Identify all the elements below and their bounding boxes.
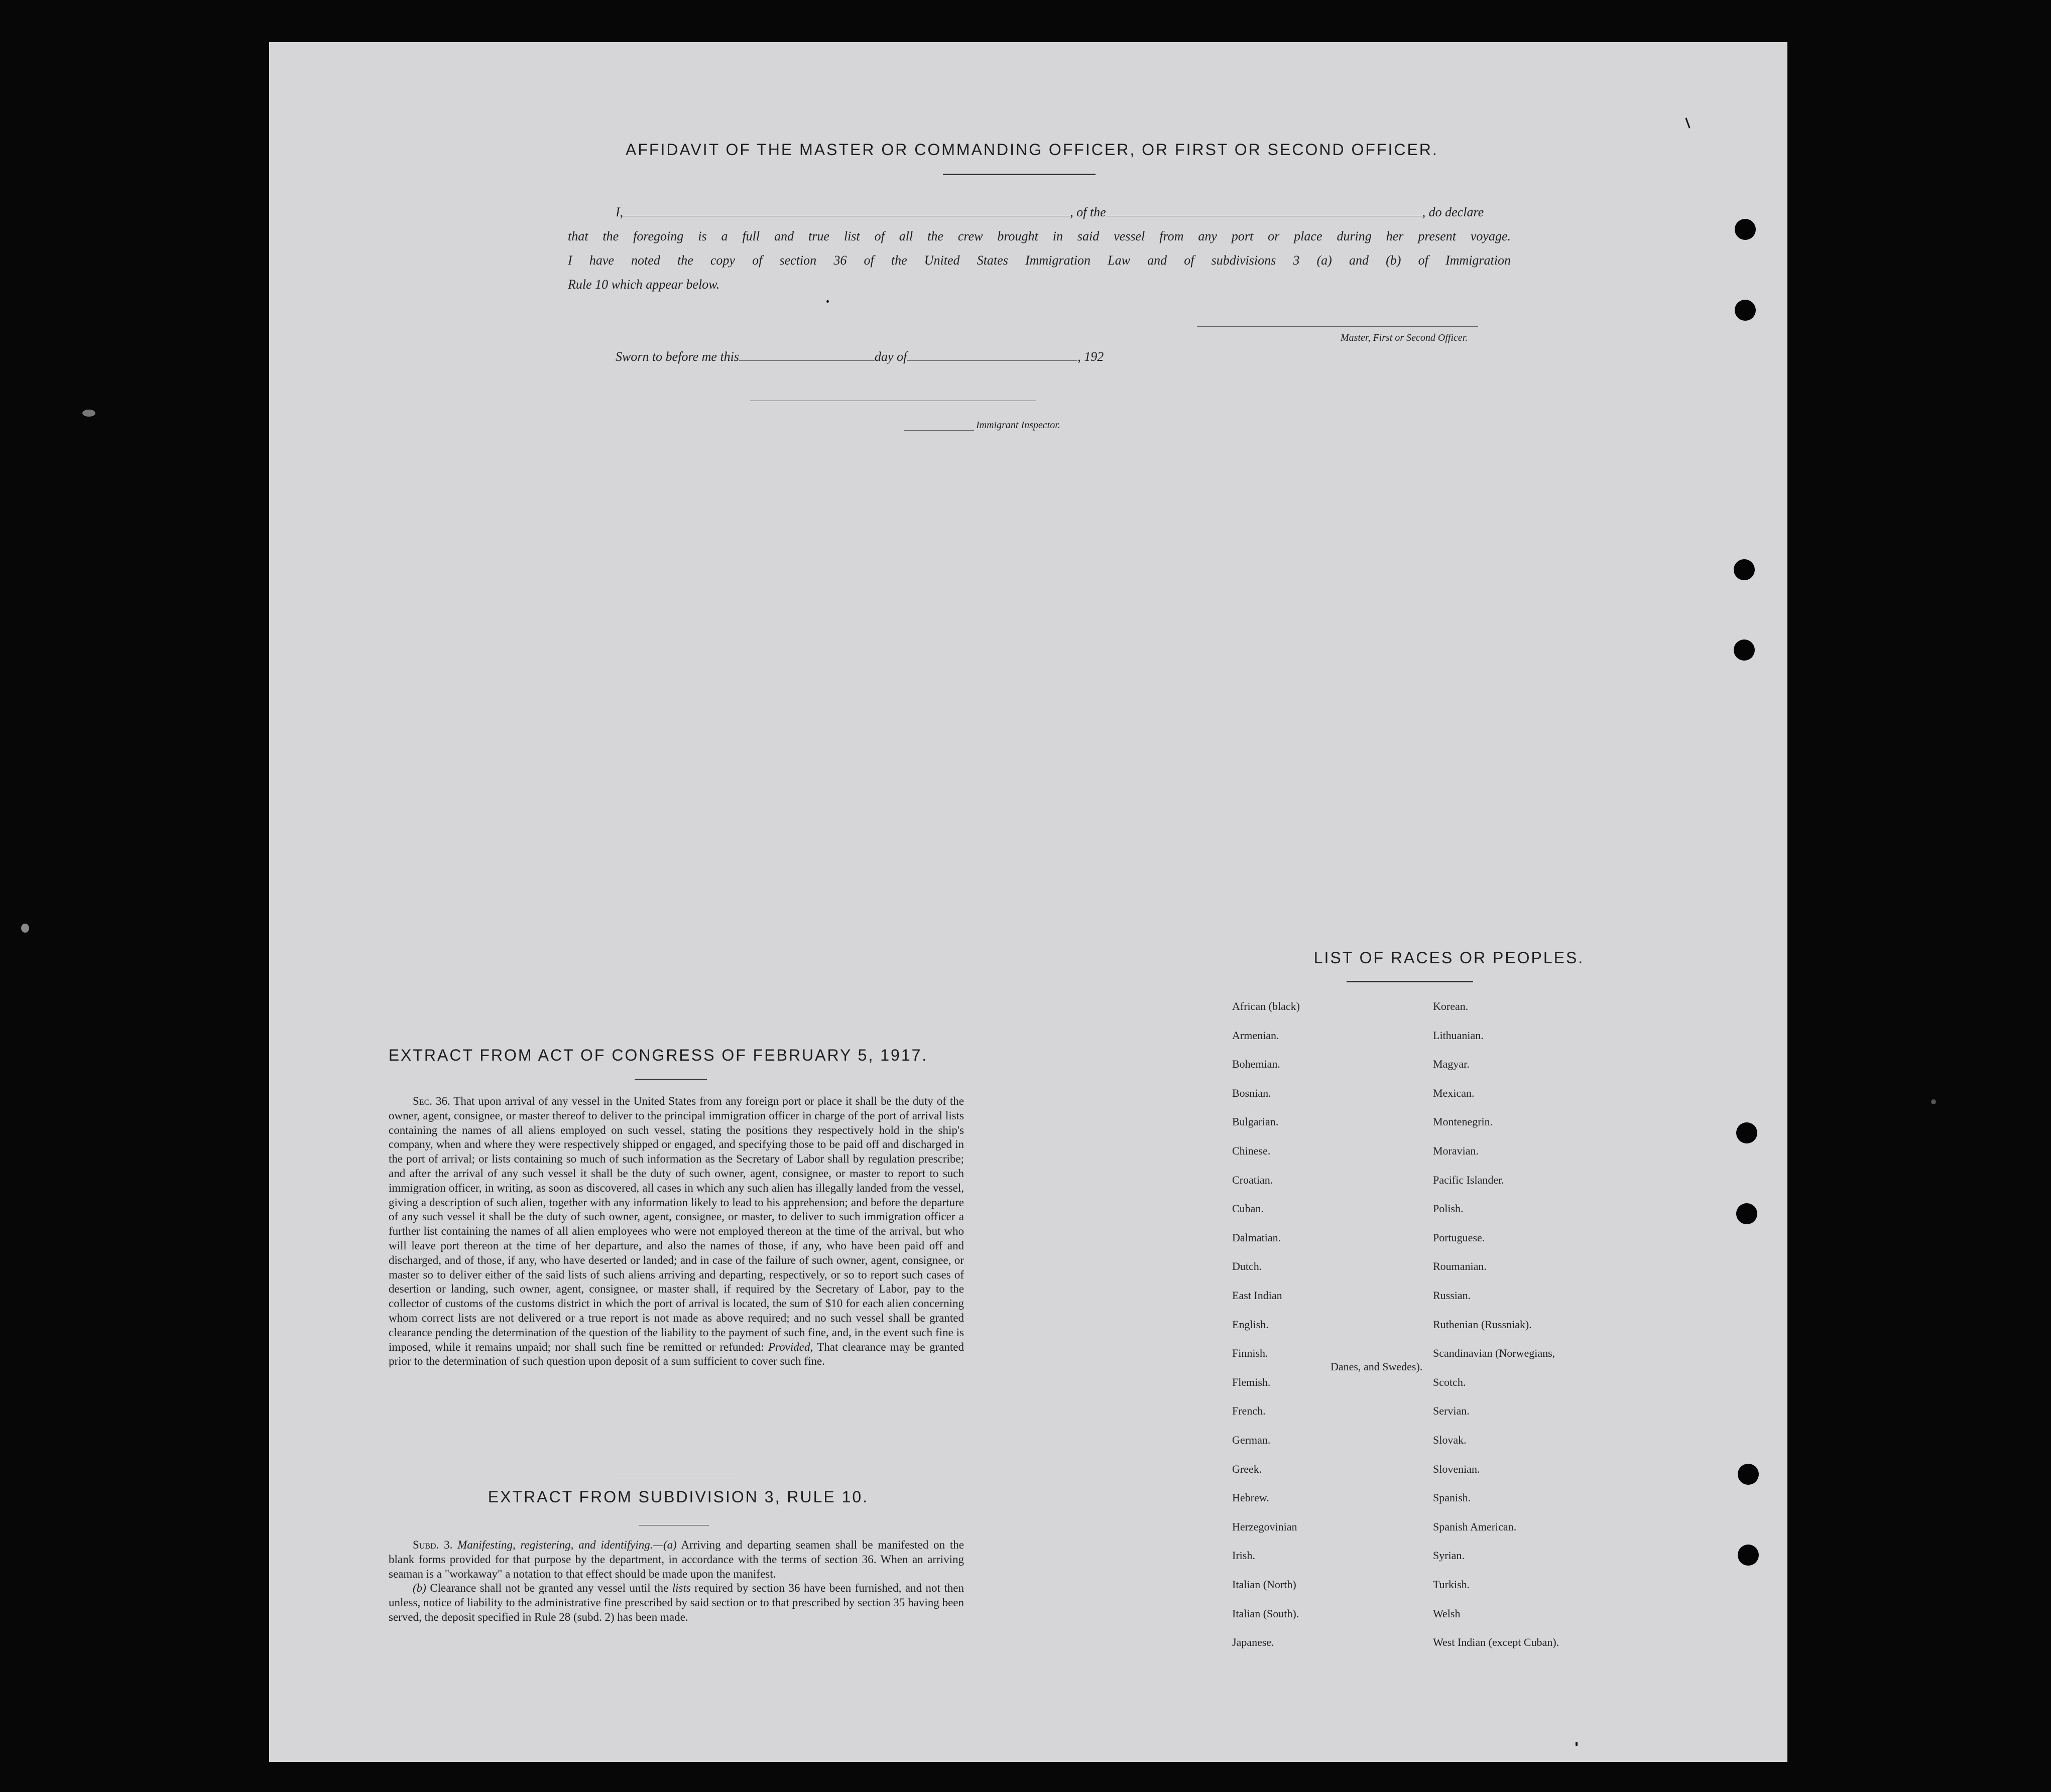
race-item: East Indian	[1232, 1289, 1282, 1302]
affidavit-title-rule	[943, 174, 1096, 175]
sworn-line	[616, 349, 1104, 364]
race-item: Irish.	[1232, 1549, 1255, 1562]
race-item: Cuban.	[1232, 1202, 1264, 1215]
binder-hole	[1734, 639, 1755, 661]
race-item: Slovenian.	[1433, 1462, 1480, 1475]
para-b-marker: (b)	[413, 1582, 426, 1595]
proviso-text: That clearance may be granted prior to the determination of such question upon deposit of a sum sufficient to cover such fine.	[389, 1340, 964, 1368]
para-b-text-1: Clearance shall not be granted any vessel until the	[430, 1582, 669, 1595]
race-item: German.	[1232, 1434, 1271, 1446]
para-a-text: Arriving and departing seamen shall be manifested on the blank forms provided for that purpose by the department, in accordance with the terms of section 36. When an arriving seaman is a "workaway" a notation to that effect should be made upon the manifest.	[389, 1539, 964, 1580]
paper-mark	[1685, 117, 1690, 129]
binder-hole	[1736, 1203, 1757, 1224]
signature-line[interactable]	[1197, 326, 1478, 327]
race-item: Greek.	[1232, 1462, 1262, 1475]
signature-label: Master, First or Second Officer.	[1341, 332, 1468, 343]
binder-hole	[1738, 1464, 1759, 1485]
race-item: French.	[1232, 1404, 1266, 1418]
race-item: Dalmatian.	[1232, 1231, 1281, 1244]
race-item: Magyar.	[1433, 1058, 1470, 1071]
race-item: Montenegrin.	[1433, 1115, 1493, 1128]
para-b-lists: lists	[672, 1582, 691, 1595]
race-item: Bohemian.	[1232, 1058, 1280, 1071]
race-item: Pacific Islander.	[1433, 1173, 1504, 1186]
race-item: Spanish.	[1433, 1491, 1471, 1504]
section-body: That upon arrival of any vessel in the United States from any foreign port or place it shall be the duty of the owner, agent, consignee, or master thereof to deliver to the principal immigration officer in charge of the port of arrival lists containing the names of all aliens employed on such vessel, stating the positions they respectively hold in the ship's company, when and where they were respectively shipped or engaged, and specifying those to be paid off and discharged in the port of arrival; or lists containing so much of such information as the Secretary of Labor shall by regulation prescribe; and after the arrival of any such vessel it shall be the duty of such owner, agent, consignee, or master to report to such immigration officer, in writing, as soon as discovered, all cases in which any such alien has illegally landed from the vessel, giving a description of such alien, together with any information likely to lead to his apprehension; and before the departure of any such vessel it shall be the duty of such owner, agent, consignee, or master, to deliver to such immigration officer a further list containing the names of all alien employees who were not employed thereon at the time of the arrival, but who will leave port thereon at the time of her departure, and also the names of those, if any, who have been paid off and discharged, and of those, if any, who have deserted or landed; and in case of the failure of such owner, agent, consignee, or master so to deliver either of the said lists of such aliens arriving and departing, respectively, or so to report such cases of desertion or landing, such owner, agent, consignee, or master shall, if required by the Secretary of Labor, pay to the collector of customs of the customs district in which the port of arrival is located, the sum of $10 for each alien concerning whom correct lists are not delivered or a true report is not made as above required; and no such vessel shall be granted clearance pending the determination of the question of the liability to the payment of such fine, and, in the event such fine is imposed, while it remains unpaid; nor shall such fine be remitted or refunded:	[389, 1095, 964, 1353]
race-item: Scandinavian (Norwegians,	[1433, 1347, 1555, 1360]
race-item: Turkish.	[1433, 1578, 1470, 1591]
race-item: West Indian (except Cuban).	[1433, 1636, 1559, 1649]
sworn-day-field[interactable]	[739, 360, 875, 361]
sworn-day-label: day of	[875, 349, 907, 364]
race-item: Italian (South).	[1232, 1607, 1299, 1620]
act-extract-title-rule	[635, 1079, 707, 1080]
race-item: African (black)	[1232, 1000, 1300, 1012]
subd-label: Subd. 3.	[413, 1539, 453, 1551]
act-extract-title: EXTRACT FROM ACT OF CONGRESS OF FEBRUARY 5, 1917.	[388, 1046, 928, 1064]
affidavit-title: AFFIDAVIT OF THE MASTER OR COMMANDING OFFICER, OR FIRST OR SECOND OFFICER.	[626, 141, 1438, 159]
race-item: Scotch.	[1433, 1375, 1466, 1388]
race-item: Hebrew.	[1232, 1491, 1269, 1504]
race-item: Roumanian.	[1433, 1260, 1487, 1273]
race-item: Korean.	[1433, 1000, 1469, 1012]
race-item: Finnish.	[1232, 1347, 1268, 1360]
race-item: Croatian.	[1232, 1173, 1273, 1186]
rule-extract-title: EXTRACT FROM SUBDIVISION 3, RULE 10.	[488, 1488, 869, 1506]
race-item: Lithuanian.	[1433, 1029, 1484, 1042]
sworn-year: , 192	[1077, 349, 1104, 364]
affidavit-line-4: Rule 10 which appear below.	[568, 277, 720, 292]
scan-debris	[82, 410, 95, 417]
binder-hole	[1734, 559, 1755, 580]
binder-hole	[1738, 1545, 1759, 1566]
race-item: Portuguese.	[1433, 1231, 1485, 1244]
form-page	[269, 42, 1787, 1762]
race-item: Slovak.	[1433, 1434, 1467, 1446]
declarant-prefix: I,	[616, 205, 624, 219]
race-item: English.	[1232, 1318, 1269, 1331]
binder-hole	[1736, 1122, 1757, 1143]
subd-heading: Manifesting, registering, and identifying.	[457, 1539, 653, 1551]
affidavit-line-2: that the foregoing is a full and true list of all the crew brought in said vessel from any port or place during her present voyage.	[568, 229, 1511, 243]
race-item: Japanese.	[1232, 1636, 1274, 1649]
race-item: Herzegovinian	[1232, 1520, 1297, 1533]
para-b-text-2: required by section 36 have been furnished, and not then unless, notice of liability to the administrative fine prescribed by said section or to that prescribed by section 35 having been served, the deposit specified in Rule 28 (subd. 2) has been made.	[389, 1582, 964, 1623]
race-item: Servian.	[1433, 1404, 1470, 1418]
race-item: Polish.	[1433, 1202, 1464, 1215]
section-36-text	[389, 1094, 964, 1369]
scan-debris	[1931, 1099, 1936, 1104]
race-item: Syrian.	[1433, 1549, 1465, 1562]
race-item: Chinese.	[1232, 1144, 1271, 1157]
inspector-label: Immigrant Inspector.	[976, 420, 1060, 431]
para-a-marker: —(a)	[653, 1539, 677, 1551]
races-title: LIST OF RACES OR PEOPLES.	[1313, 949, 1585, 967]
scan-debris	[21, 924, 29, 933]
section-label: Sec. 36.	[413, 1095, 450, 1107]
race-item: Moravian.	[1433, 1144, 1479, 1157]
paper-mark	[826, 300, 829, 303]
sworn-prefix: Sworn to before me this	[616, 349, 740, 364]
race-scandinavian-continued: Danes, and Swedes).	[1331, 1360, 1423, 1373]
race-item: Spanish American.	[1433, 1520, 1517, 1533]
race-item: Russian.	[1433, 1289, 1471, 1302]
sworn-month-field[interactable]	[907, 360, 1077, 361]
paper-mark	[1576, 1742, 1578, 1746]
race-item: Mexican.	[1433, 1086, 1475, 1099]
proviso-label: Provided,	[768, 1340, 813, 1353]
affidavit-line-3: I have noted the copy of section 36 of the United States Immigration Law and of subdivisions 3 (a) and (b) of Immigration	[568, 253, 1511, 268]
race-item: Italian (North)	[1232, 1578, 1296, 1591]
binder-hole	[1735, 219, 1756, 240]
race-item: Flemish.	[1232, 1375, 1271, 1388]
subdivision-3-text	[389, 1538, 964, 1625]
race-item: Welsh	[1433, 1607, 1461, 1620]
race-item: Armenian.	[1232, 1029, 1279, 1042]
declare-text: , do declare	[1422, 205, 1484, 219]
affidavit-line-1	[616, 205, 1484, 220]
race-item: Dutch.	[1232, 1260, 1262, 1273]
inspector-short-line	[904, 430, 974, 431]
race-item: Bulgarian.	[1232, 1115, 1279, 1128]
race-item: Bosnian.	[1232, 1086, 1271, 1099]
binder-hole	[1735, 300, 1756, 321]
races-title-rule	[1347, 981, 1473, 982]
vessel-prefix: , of the	[1070, 205, 1106, 219]
race-item: Ruthenian (Russniak).	[1433, 1318, 1532, 1331]
